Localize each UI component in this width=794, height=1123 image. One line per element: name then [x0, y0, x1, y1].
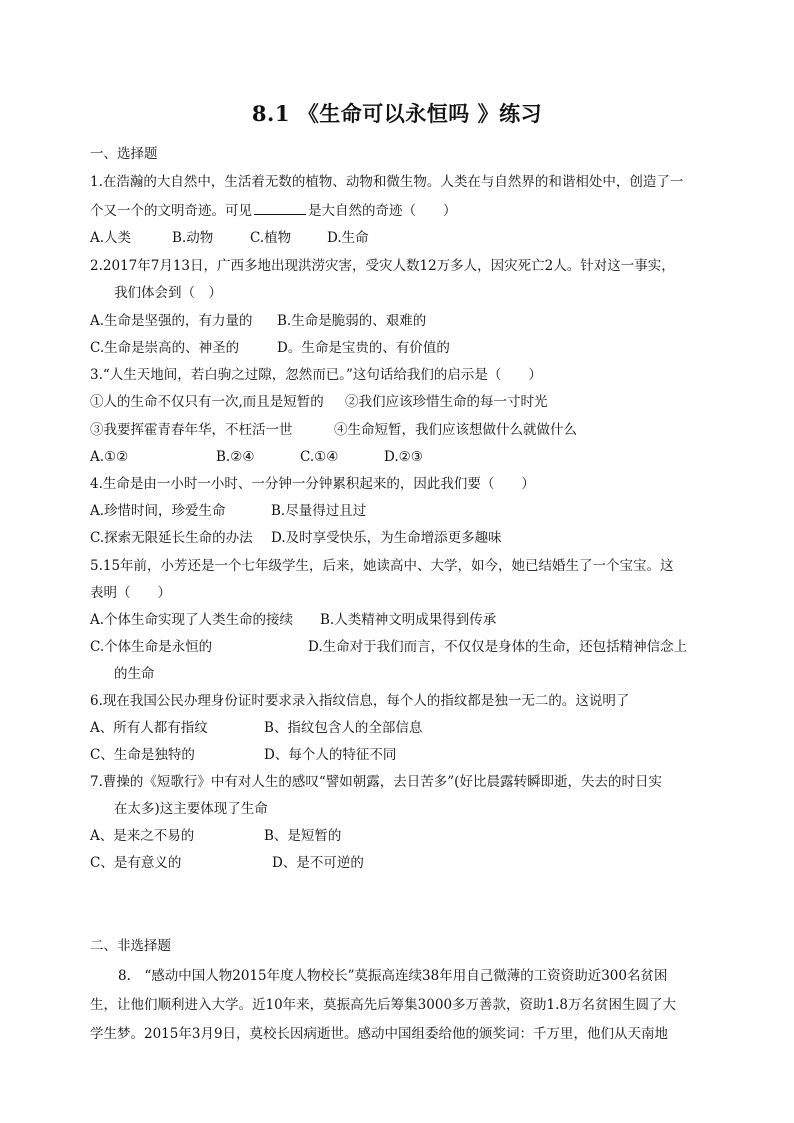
page-title: 8.1 《生命可以永恒吗 》练习 [251, 101, 543, 126]
question-6-option-c: C、生命是独特的 [90, 747, 195, 763]
question-1-option-a: A.人类 [90, 230, 132, 246]
question-7-option-a: A、是来之不易的 [90, 828, 195, 844]
question-4-option-a: A.珍惜时间，珍爱生命 [90, 503, 226, 519]
question-3-option-c: C.①④ [300, 449, 339, 465]
question-3-option-b: B.②④ [216, 449, 255, 465]
section-heading-choice: 一、选择题 [90, 146, 158, 162]
question-6-text: 6.现在我国公民办理身份证时要求录入指纹信息，每个人的指纹都是独一无二的。这说明了 [90, 693, 630, 709]
question-4-text: 4.生命是由一小时一小时、一分钟一分钟累积起来的，因此我们要（ ） [90, 476, 535, 492]
question-1-text: 1.在浩瀚的大自然中，生活着无数的植物、动物和微生物。人类在与自然界的和谐相处中，创造了一 [90, 174, 684, 190]
question-4-option-b: B.尽量得过且过 [271, 503, 367, 519]
section-heading-non-choice: 二、非选择题 [90, 938, 171, 954]
question-3-statement-2: ②我们应该珍惜生命的每一寸时光 [345, 394, 548, 410]
question-1-text-cont [90, 200, 457, 221]
question-2-option-d: D。生命是宝贵的、有价值的 [277, 340, 450, 356]
question-8-text-cont-2: 学生梦。2015年3月9日，莫校长因病逝世。感动中国组委给他的颁奖词：千万里，他们从天南地 [90, 1026, 669, 1042]
question-5-option-a: A.个体生命实现了人类生命的接续 [90, 612, 294, 628]
question-4-option-c: C.探索无限延长生命的办法 [90, 530, 253, 546]
question-2-option-b: B.生命是脆弱的、艰难的 [277, 313, 427, 329]
question-2-text: 2.2017年7月13日，广西多地出现洪涝灾害，受灾人数12万多人，因灾死亡2人。针对这一事实， [90, 258, 675, 274]
question-6-option-b: B、指纹包含人的全部信息 [264, 720, 423, 736]
question-2-text-cont: 我们体会到（ ） [114, 285, 222, 301]
question-5-text-cont: 表明（ ） [90, 585, 171, 601]
question-4-option-d: D.及时享受快乐，为生命增添更多趣味 [271, 530, 502, 546]
question-7-text-cont: 在太多)这主要体现了生命 [114, 801, 268, 817]
question-3-statement-3: ③我要挥霍青春年华，不枉活一世 [90, 422, 293, 438]
question-5-option-b: B.人类精神文明成果得到传承 [320, 612, 497, 628]
question-1-text-part-b: 是大自然的奇迹（ ） [308, 203, 457, 219]
question-8-text-cont-1: 生，让他们顺利进入大学。近10年来，莫振高先后筹集3000多万善款，资助1.8万名贫困生圆了大 [90, 997, 677, 1013]
question-7-text: 7.曹操的《短歌行》中有对人生的感叹“譬如朝露，去日苦多”(好比晨露转瞬即逝，失去的时日实 [90, 774, 662, 790]
question-1-option-d: D.生命 [327, 230, 369, 246]
question-3-statement-1: ①人的生命不仅只有一次,而且是短暂的 [90, 394, 324, 410]
question-5-text: 5.15年前，小芳还是一个七年级学生，后来，她读高中、大学，如今，她已结婚生了一个宝宝。这 [90, 558, 674, 574]
question-1-option-b: B.动物 [172, 230, 214, 246]
question-3-option-d: D.②③ [384, 449, 423, 465]
question-3-statement-4: ④生命短暂，我们应该想做什么就做什么 [334, 422, 577, 438]
question-2-option-a: A.生命是坚强的，有力量的 [90, 313, 253, 329]
question-6-option-d: D、每个人的特征不同 [264, 747, 397, 763]
question-3-text: 3.“人生天地间，若白驹之过隙，忽然而已。”这句话给我们的启示是（ ） [90, 367, 542, 383]
question-2-option-c: C.生命是崇高的、神圣的 [90, 340, 240, 356]
answer-blank [254, 200, 306, 215]
question-5-option-d-cont: 的生命 [114, 666, 155, 682]
question-6-option-a: A、所有人都有指纹 [90, 720, 208, 736]
question-7-option-d: D、是不可逆的 [272, 855, 364, 871]
question-1-option-c: C.植物 [250, 230, 292, 246]
question-7-option-b: B、是短暂的 [264, 828, 342, 844]
question-1-text-part-a: 个又一个的文明奇迹。可见 [90, 203, 252, 219]
question-7-option-c: C、是有意义的 [90, 855, 182, 871]
question-5-option-c: C.个体生命是永恒的 [90, 639, 213, 655]
question-5-option-d: D.生命对于我们而言，不仅仅是身体的生命，还包括精神信念上 [308, 639, 688, 655]
question-8-text: 8. “感动中国人物2015年度人物校长”莫振高连续38年用自己微薄的工资资助近300名贫困 [118, 968, 668, 984]
question-3-option-a: A.①② [90, 449, 129, 465]
